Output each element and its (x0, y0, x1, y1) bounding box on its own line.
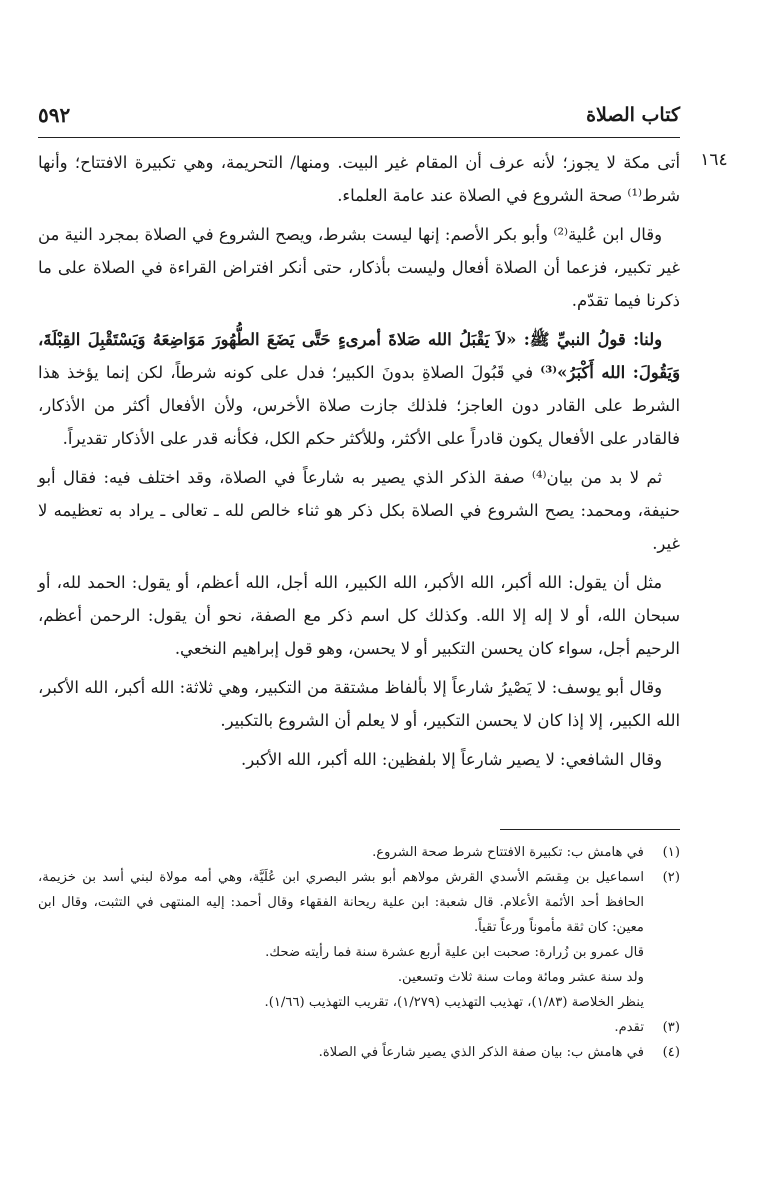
footnotes (38, 840, 680, 1065)
footnote-4: (٤) في هامش ب: بيان صفة الذكر الذي يصير شارعاً في الصلاة. (318, 1045, 680, 1060)
paragraph-2: وقال ابن عُلية⁽²⁾ وأبو بكر الأصم: إنها ليست بشرط، ويصح الشروع في الصلاة بمجرد النية من غير تكبير، فزعما أن الصلاة أفعال وليست بأذكار، حتى أنكر افتراض القراءة في الصلاة على ما ذكرنا فيما تقدّم. (38, 225, 680, 310)
paragraph-7: وقال الشافعي: لا يصير شارعاً إلا بلفظين: الله أكبر، الله الأكبر. (240, 750, 662, 769)
footnote-2: (٢) اسماعيل بن مِقسَم الأسدي القرش مولاهم أبو بشر البصري ابن عُلَيَّة، وهي أمه مولاة لبني أسد بن خزيمة، الحافظ أحد الأئمة الأعلام. قال شعبة: ابن علية ريحانة الفقهاء وقال أحمد: إليه المنتهى في التثبت، وقال ابن معين: كان ثقة مأموناً ورعاً تقياً. (38, 870, 680, 935)
paragraph-6: وقال أبو يوسف: لا يَصْيرُ شارعاً إلا بألفاظ مشتقة من التكبير، وهي ثلاثة: الله أكبر، الله الأكبر، الله الكبير، إلا إذا كان لا يحسن التكبير، أو لا يعلم أن الشروع بالتكبير. (38, 678, 680, 730)
page-number: ٥٩٢ (38, 103, 71, 127)
page-header (38, 98, 680, 132)
chapter-title: كتاب الصلاة (586, 104, 680, 126)
paragraph-1: أتى مكة لا يجوز؛ لأنه عرف أن المقام غير البيت. ومنها/ التحريمة، وهي تكبيرة الافتتاح؛ وأنها شرط⁽¹⁾ صحة الشروع في الصلاة عند عامة العلماء. (38, 153, 680, 205)
paragraph-5: مثل أن يقول: الله أكبر، الله الأكبر، الله الكبير، الله أجل، الله أعظم، أو يقول: الحمد لله، أو سبحان الله، أو لا إله إلا الله. وكذلك كل اسم ذكر مع الصفة، نحو أن يقول: الرحمن أعظم، الرحيم أجل، سواء كان يحسن التكبير أو لا يحسن، وهو قول إبراهيم النخعي. (38, 573, 680, 658)
paragraph-3: ولنا: قولُ النبيِّ ﷺ: «لاَ يَقْبَلُ الله صَلاةَ أمرىءٍ حَتَّى يَضَعَ الطُّهُورَ مَوَاضِعَهُ وَيَسْتَقْبِلَ القِبْلَةَ، وَيَقُولَ: الله أَكْبَرُ»⁽³⁾ في قَبُولَ الصلاةِ بدونَ الكبير؛ فدل على كونه شرطاً، لكن إنما يؤخذ هذا الشرط على القادر دون العاجز؛ فلذلك جازت صلاة الأخرس، ولأن الأفعال أكثر من الأذكار، فالقادر على الأفعال يكون قادراً على الأكثر، وللأكثر حكم الكل، فكأنه قدر على الأذكار تقديراً. (38, 330, 681, 448)
paragraph-4: ثم لا بد من بيان⁽⁴⁾ صفة الذكر الذي يصير به شارعاً في الصلاة، وقد اختلف فيه: فقال أبو حنيفة، ومحمد: يصح الشروع في الصلاة بكل ذكر هو ثناء خالص لله ـ تعالى ـ يراد به تعظيمه لا غير. (38, 468, 680, 553)
footnote-2-continuation: قال عمرو بن زُرارة: صحبت ابن علية أربع عشرة سنة فما رأيته ضحك. (265, 945, 644, 960)
manuscript-folio-number: ١٦٤ (700, 150, 728, 170)
header-divider (38, 137, 680, 138)
footnote-1: (١) في هامش ب: تكبيرة الافتتاح شرط صحة الشروع. (372, 845, 680, 860)
hadith-quote: ولنا: قولُ النبيِّ ﷺ: «لاَ يَقْبَلُ الله صَلاةَ أمرىءٍ حَتَّى يَضَعَ الطُّهُورَ مَوَاضِعَهُ وَيَسْتَقْبِلَ القِبْلَةَ، وَيَقُولَ: الله أَكْبَرُ»⁽³⁾ (38, 330, 681, 382)
footnote-divider (500, 829, 680, 830)
footnote-2-continuation: ولد سنة عشر ومائة ومات سنة ثلاث وتسعين. (397, 970, 644, 985)
footnote-2-references: ينظر الخلاصة (١/٨٣)، تهذيب التهذيب (١/٢٧٩)، تقريب التهذيب (١/٦٦). (264, 995, 644, 1010)
main-text (38, 146, 680, 782)
footnote-3: (٣) تقدم. (614, 1020, 680, 1035)
